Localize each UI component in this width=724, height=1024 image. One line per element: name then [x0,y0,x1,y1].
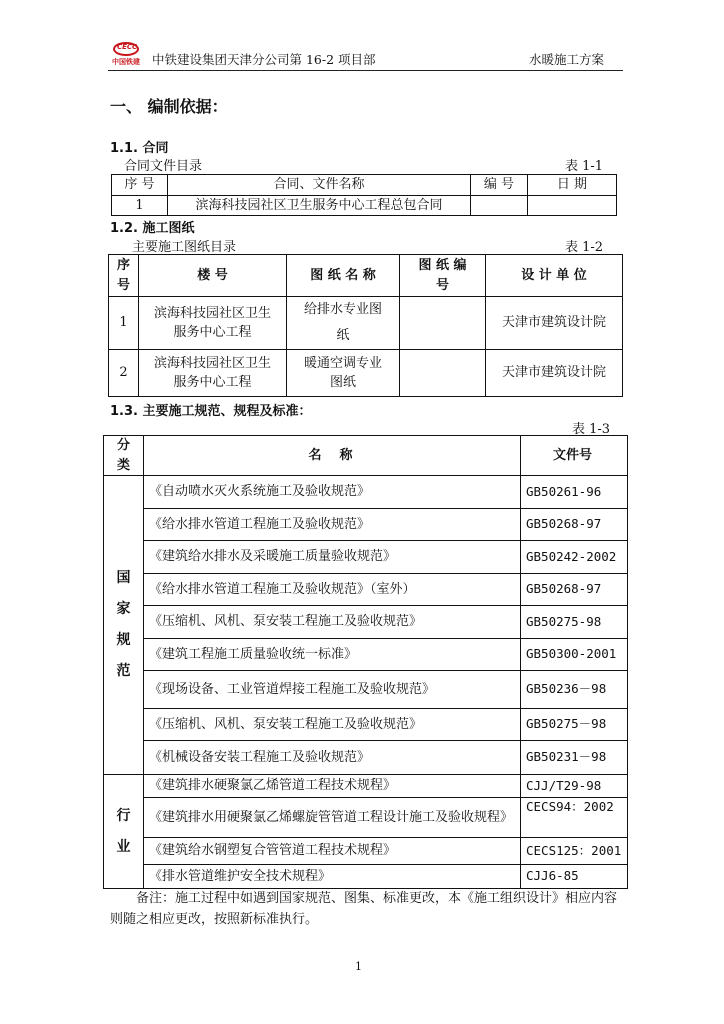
table-row [112,195,617,216]
standard-name: 《给水排水管道工程施工及验收规范》（室外） [144,574,521,606]
col-header: 序号 [109,255,139,297]
col-header: 日 期 [528,175,617,196]
logo-emblem: CECC [113,42,139,56]
header-doc-title: 水暖施工方案 [529,52,605,67]
table-row [104,541,628,574]
cell [400,350,486,397]
table-row [104,741,628,775]
cell: 天津市建筑设计院 [486,350,623,397]
standard-name: 《建筑排水硬聚氯乙烯管道工程技术规程》 [144,775,521,798]
header-company: 中铁建设集团天津分公司第 16-2 项目部 [152,52,376,67]
table-no-1-2: 表 1-2 [565,240,604,255]
drawings-table [108,254,623,397]
standard-code: GB50231－98 [521,741,628,775]
table-row [104,476,628,509]
standard-code: GB50275－98 [521,709,628,741]
col-header: 图 纸 名 称 [287,255,400,297]
standard-code: GB50242-2002 [521,541,628,574]
col-header: 分类 [104,436,144,476]
cell: 天津市建筑设计院 [486,297,623,350]
col-header: 楼 号 [139,255,287,297]
standard-code: GB50236－98 [521,671,628,709]
category-national: 国家规范 [104,476,144,775]
standard-name: 《机械设备安装工程施工及验收规范》 [144,741,521,775]
cell: 2 [109,350,139,397]
table-row [104,671,628,709]
standard-code: CECS94：2002 [521,798,628,838]
cell: 滨海科技园社区卫生服务中心工程总包合同 [168,195,471,216]
table-row [104,639,628,671]
heading-1-3: 1.3. 主要施工规范、规程及标准： [110,404,312,419]
table-row [104,606,628,639]
table-row [104,775,628,798]
standard-code: GB50261-96 [521,476,628,509]
caption-1-1: 合同文件目录 [124,159,203,174]
standard-name: 《给水排水管道工程施工及验收规范》 [144,509,521,541]
standard-name: 《建筑排水用硬聚氯乙烯螺旋管管道工程设计施工及验收规程》 [144,798,521,838]
section-title: 一、 编制依据： [110,97,228,116]
cell: 暖通空调专业图纸 [287,350,400,397]
standard-code: GB50275-98 [521,606,628,639]
table-row [104,838,628,865]
logo-subtext: 中国铁建 [112,58,140,66]
standard-code: GB50268-97 [521,509,628,541]
standard-code: CECS125：2001 [521,838,628,865]
cell [400,297,486,350]
table-no-1-3: 表 1-3 [572,422,611,437]
cell [471,195,528,216]
heading-1-2: 1.2. 施工图纸 [110,221,195,236]
standard-code: GB50300-2001 [521,639,628,671]
header-rule [108,70,623,71]
caption-1-2: 主要施工图纸目录 [132,240,237,255]
table-row [104,509,628,541]
col-header: 合同、文件名称 [168,175,471,196]
col-header: 设 计 单 位 [486,255,623,297]
remark-note: 备注：施工过程中如遇到国家规范、图集、标准更改，本《施工组织设计》相应内容则随之相应更改，按照新标准执行。 [110,891,618,927]
cell: 1 [112,195,168,216]
cell: 滨海科技园社区卫生服务中心工程 [139,297,287,350]
table-row [109,297,623,350]
table-row [109,350,623,397]
category-industry: 行业 [104,775,144,889]
company-logo [105,40,147,68]
col-header: 名 称 [144,436,521,476]
table-row [104,709,628,741]
col-header: 文件号 [521,436,628,476]
table-row [104,798,628,838]
standard-name: 《建筑工程施工质量验收统一标准》 [144,639,521,671]
col-header: 序 号 [112,175,168,196]
page-number: 1 [355,960,362,973]
cell: 滨海科技园社区卫生服务中心工程 [139,350,287,397]
standard-code: GB50268-97 [521,574,628,606]
col-header: 编 号 [471,175,528,196]
standard-name: 《自动喷水灭火系统施工及验收规范》 [144,476,521,509]
standard-name: 《压缩机、风机、泵安装工程施工及验收规范》 [144,606,521,639]
standard-name: 《建筑给水排水及采暖施工质量验收规范》 [144,541,521,574]
standard-code: CJJ/T29-98 [521,775,628,798]
cell: 1 [109,297,139,350]
standard-name: 《建筑给水钢塑复合管管道工程技术规程》 [144,838,521,865]
standard-name: 《压缩机、风机、泵安装工程施工及验收规范》 [144,709,521,741]
table-no-1-1: 表 1-1 [565,159,604,174]
standards-table [103,435,628,889]
col-header: 图 纸 编 号 [400,255,486,297]
contract-table [111,174,617,216]
cell [528,195,617,216]
standard-code: CJJ6-85 [521,865,628,889]
standard-name: 《现场设备、工业管道焊接工程施工及验收规范》 [144,671,521,709]
standard-name: 《排水管道维护安全技术规程》 [144,865,521,889]
heading-1-1: 1.1. 合同 [110,141,169,156]
cell: 给排水专业图纸 [287,297,400,350]
table-row [104,574,628,606]
table-row [104,865,628,889]
